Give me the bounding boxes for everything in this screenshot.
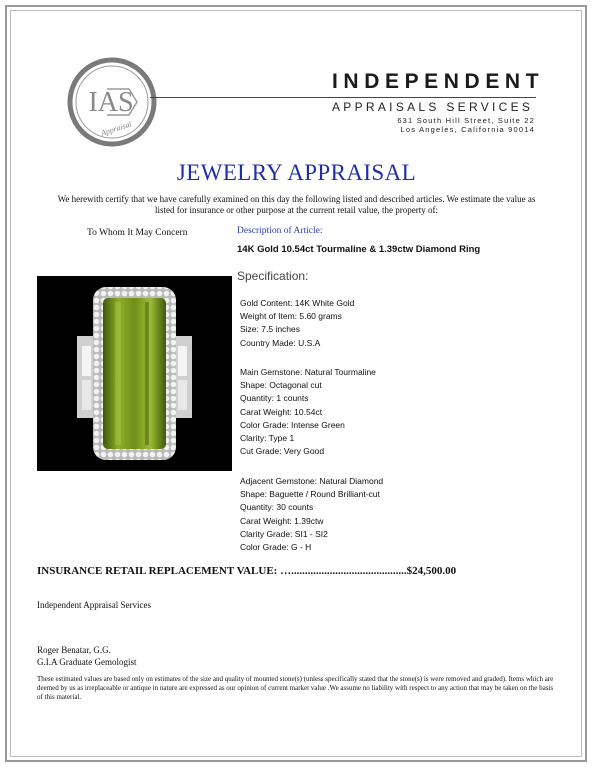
spec-line: Shape: Octagonal cut: [240, 380, 322, 391]
recipient: To Whom It May Concern: [87, 228, 188, 238]
ias-logo: [67, 57, 157, 147]
spec-line: Color Grade: G - H: [240, 541, 312, 552]
spec-line: Main Gemstone: Natural Tourmaline: [240, 367, 376, 377]
article-title: 14K Gold 10.54ct Tourmaline & 1.39ctw Diamond Ring: [237, 244, 481, 255]
spec-line: Quantity: 1 counts: [240, 393, 309, 404]
spec-line: Quantity: 30 counts: [240, 502, 314, 513]
spec-line: Gold Content: 14K White Gold: [240, 298, 355, 308]
spec-line: Shape: Baguette / Round Brilliant-cut: [240, 489, 380, 500]
logo-ring-text: Appraisal: [99, 119, 133, 138]
header-rule: [150, 97, 536, 98]
company-subtitle: APPRAISALS SERVICES: [332, 100, 534, 114]
spec-line: Size: 7.5 inches: [240, 324, 301, 335]
main-gemstone-spec: [240, 366, 376, 458]
address-line-1: 631 South Hill Street, Suite 22: [397, 116, 535, 125]
insurance-value: INSURANCE RETAIL REPLACEMENT VALUE: …..........................................$24,500.00: [37, 565, 457, 577]
gold-spec: [240, 297, 354, 350]
logo-letters: IAS: [88, 87, 134, 118]
spec-line: Adjacent Gemstone: Natural Diamond: [240, 476, 384, 486]
spec-line: Clarity: Type 1: [240, 432, 295, 443]
spec-line: Carat Weight: 1.39ctw: [240, 515, 324, 526]
spec-line: Clarity Grade: SI1 - SI2: [240, 528, 328, 539]
spec-line: Color Grade: Intense Green: [240, 419, 345, 430]
adjacent-gemstone-spec: [240, 475, 383, 554]
certify-text: We herewith certify that we have carefully examined on this day the following listed and described articles. We estimate the value as listed for insurance or other purpose at the current retail value, the property of:: [57, 194, 536, 215]
spec-line: Carat Weight: 10.54ct: [240, 406, 323, 417]
address-line-2: Los Angeles, California 90014: [400, 125, 535, 134]
spec-line: Cut Grade: Very Good: [240, 446, 325, 457]
ring-photo: [37, 276, 232, 471]
specification-label: Specification:: [237, 269, 309, 283]
signer-title: G.I.A Graduate Gemologist: [37, 657, 137, 667]
disclaimer: These estimated values are based only on estimates of the size and quality of mounted stone(s) (unless specifically stated that the stone(s) is were removed and graded). Items which are deemed by us as irreplaceable or antique in nature are expressed as our opinion of current market value .We assume no liability with respect to any action that may be taken on the basis of this material.: [37, 675, 554, 702]
footer-company: Independent Appraisal Services: [37, 600, 151, 610]
spec-line: Weight of Item: 5.60 grams: [240, 311, 342, 322]
description-label: Description of Article:: [237, 226, 323, 236]
spec-line: Country Made: U.S.A: [240, 337, 321, 348]
document-title: JEWELRY APPRAISAL: [176, 160, 417, 185]
company-name: INDEPENDENT: [332, 70, 545, 93]
signer-name: Roger Benatar, G.G.: [37, 645, 111, 655]
